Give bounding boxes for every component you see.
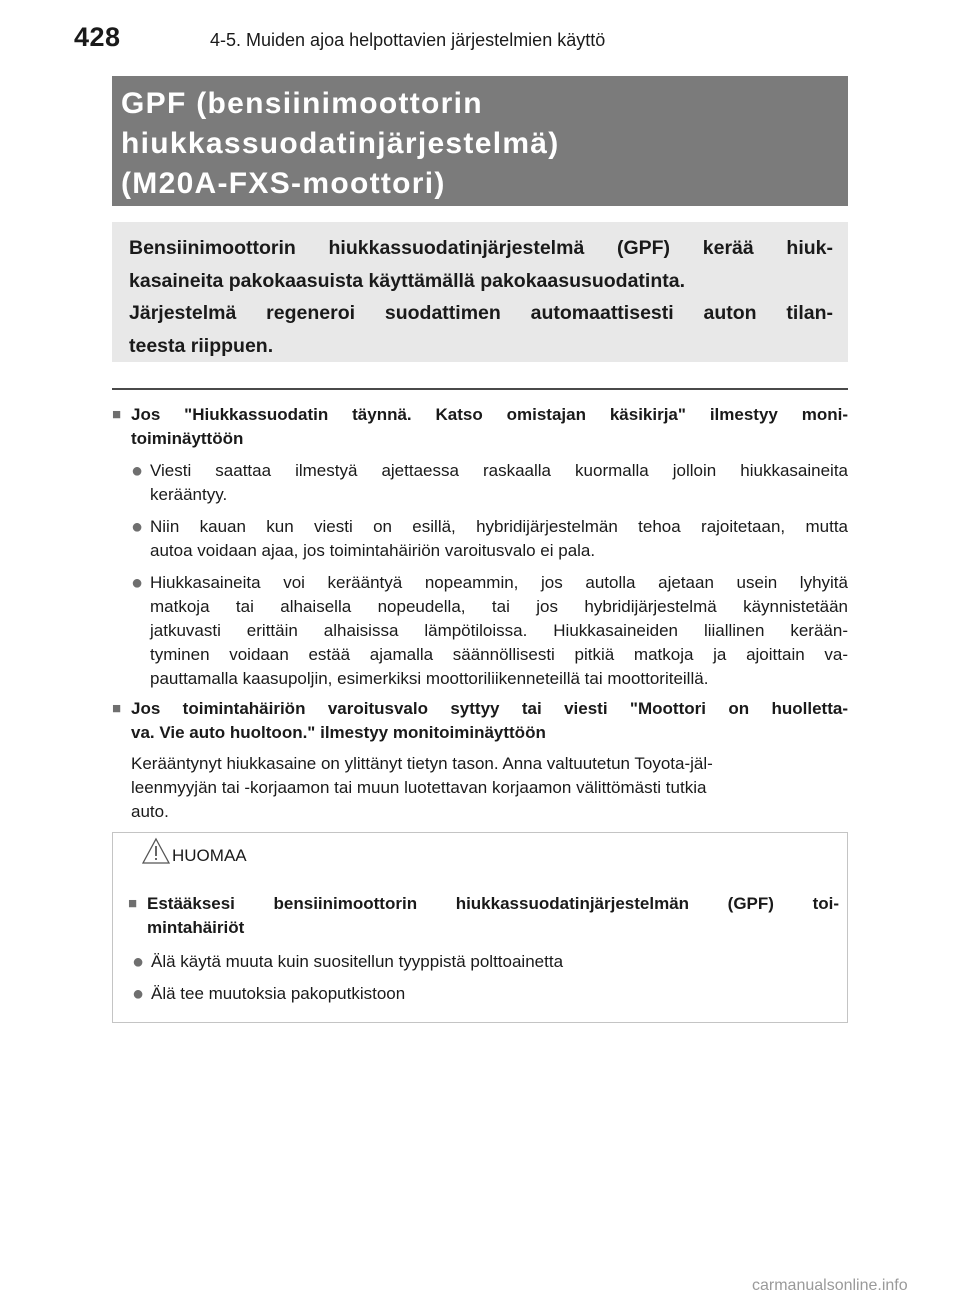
warning-triangle-icon bbox=[142, 837, 170, 865]
text-line: pauttamalla kaasupoljin, esimerkiksi moottoriliikenneteillä tai moottoriteillä. bbox=[150, 669, 709, 688]
circle-bullet-icon: ● bbox=[132, 951, 145, 973]
divider bbox=[112, 388, 848, 390]
heading-line: toiminäyttöön bbox=[131, 429, 244, 448]
section-title-line: GPF (bensiinimoottorin bbox=[121, 87, 483, 120]
circle-bullet-icon: ● bbox=[131, 516, 144, 538]
square-bullet-icon: ■ bbox=[128, 895, 138, 912]
text-line: autoa voidaan ajaa, jos toimintahäiriön varoitusvalo ei pala. bbox=[150, 541, 596, 560]
text-line: Älä käytä muuta kuin suositellun tyyppistä polttoainetta bbox=[151, 952, 564, 971]
main-content bbox=[112, 403, 848, 824]
paragraph bbox=[131, 752, 848, 824]
heading-line: Estääksesi bensiinimoottorin hiukkassuodatinjärjestelmän (GPF) toi- bbox=[147, 894, 839, 913]
list-item bbox=[131, 515, 848, 563]
text-line: tyminen voidaan estää ajamalla säännöllisesti pitkiä matkoja ja ajoittain va- bbox=[150, 645, 848, 664]
text-line: Hiukkasaineita voi kerääntyä nopeammin, jos autolla ajetaan usein lyhyitä bbox=[150, 573, 848, 592]
intro-line: kasaineita pakokaasuista käyttämällä pakokaasusuodatinta. bbox=[129, 269, 686, 292]
heading-line: Jos "Hiukkassuodatin täynnä. Katso omistajan käsikirja" ilmestyy moni- bbox=[131, 405, 848, 424]
chapter-title: 4-5. Muiden ajoa helpottavien järjestelmien käyttö bbox=[210, 30, 606, 50]
text-line: jatkuvasti erittäin alhaisissa lämpötiloissa. Hiukkasaineiden liiallinen kerään- bbox=[150, 621, 848, 640]
section-title-box bbox=[112, 76, 848, 206]
section-title-line: hiukkassuodatinjärjestelmä) bbox=[121, 127, 560, 160]
text-line: auto. bbox=[131, 802, 169, 821]
square-bullet-icon: ■ bbox=[112, 700, 122, 717]
text-line: Niin kauan kun viesti on esillä, hybridijärjestelmän tehoa rajoitetaan, mutta bbox=[150, 517, 848, 536]
footer-watermark: carmanualsonline.info bbox=[752, 1277, 908, 1294]
text-line: matkoja tai alhaisella nopeudella, tai jos hybridijärjestelmä käynnistetään bbox=[150, 597, 848, 616]
circle-bullet-icon: ● bbox=[131, 460, 144, 482]
list-item bbox=[132, 950, 839, 974]
text-line: Älä tee muutoksia pakoputkistoon bbox=[151, 984, 406, 1003]
text-line: leenmyyjän tai -korjaamon tai muun luotettavan korjaamon välittömästi tutkia bbox=[131, 778, 707, 797]
text-line: Viesti saattaa ilmestyä ajettaessa raskaalla kuormalla jolloin hiukkasaineita bbox=[150, 461, 848, 480]
heading-line: Jos toimintahäiriön varoitusvalo syttyy tai viesti "Moottori on huolletta- bbox=[131, 699, 848, 718]
list-item bbox=[131, 459, 848, 507]
intro-line: Bensiinimoottorin hiukkassuodatinjärjestelmä (GPF) kerää hiuk- bbox=[129, 237, 833, 259]
text-line: Kerääntynyt hiukkasaine on ylittänyt tietyn tason. Anna valtuutetun Toyota-jäl- bbox=[131, 754, 713, 773]
intro-line: Järjestelmä regeneroi suodattimen automaattisesti auton tilan- bbox=[129, 302, 833, 324]
intro-box bbox=[112, 222, 848, 362]
caution-content bbox=[128, 892, 839, 1006]
circle-bullet-icon: ● bbox=[131, 572, 144, 594]
intro-line: teesta riippuen. bbox=[129, 334, 274, 357]
heading-line: mintahäiriöt bbox=[147, 918, 245, 937]
circle-bullet-icon: ● bbox=[132, 983, 145, 1005]
text-line: kerääntyy. bbox=[150, 485, 228, 504]
caution-title: HUOMAA bbox=[172, 846, 247, 865]
list-item bbox=[132, 982, 839, 1006]
caution-box bbox=[112, 832, 848, 1023]
section-heading bbox=[112, 697, 848, 745]
heading-line: va. Vie auto huoltoon." ilmestyy monitoiminäyttöön bbox=[131, 723, 546, 742]
square-bullet-icon: ■ bbox=[112, 406, 122, 423]
section-title-line: (M20A-FXS-moottori) bbox=[121, 167, 446, 200]
list-item bbox=[131, 571, 848, 691]
page-number: 428 bbox=[74, 22, 121, 52]
caution-heading bbox=[128, 892, 839, 940]
section-heading bbox=[112, 403, 848, 451]
